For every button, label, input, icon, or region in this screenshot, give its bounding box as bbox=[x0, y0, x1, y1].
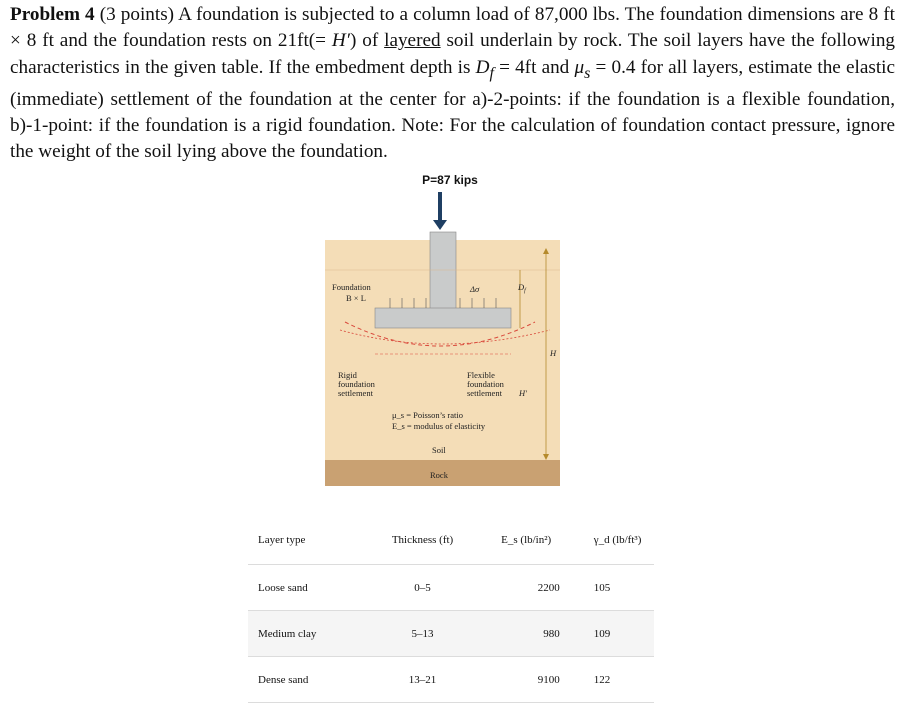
mu-subscript: s bbox=[584, 64, 591, 82]
problem-statement bbox=[10, 2, 895, 166]
cell-unit-weight: 105 bbox=[576, 565, 654, 611]
poisson-label: μ_s = Poisson’s ratio bbox=[392, 410, 463, 420]
cell-modulus: 2200 bbox=[477, 565, 576, 611]
cell-unit-weight: 109 bbox=[576, 611, 654, 657]
table-row bbox=[248, 565, 654, 611]
table-row bbox=[248, 611, 654, 657]
delta-sigma-label: Δσ bbox=[470, 284, 480, 294]
header-thickness: Thickness (ft) bbox=[368, 516, 476, 565]
cell-thickness: 5–13 bbox=[368, 611, 476, 657]
problem-text-3: soil underlain by rock. The soil layers have the following characteristics in the given table. If the embedment depth is bbox=[10, 30, 896, 78]
foundation-label: Foundation bbox=[332, 282, 371, 292]
df-label: $D_f$ bbox=[518, 282, 526, 294]
flex-label-1: Flexible bbox=[467, 370, 495, 380]
cell-layer: Dense sand bbox=[248, 657, 368, 703]
footing bbox=[375, 308, 511, 328]
modulus-label: E_s = modulus of elasticity bbox=[392, 421, 486, 431]
df-symbol: D bbox=[475, 56, 490, 78]
layered-word: layered bbox=[384, 30, 441, 52]
flex-label-3: settlement bbox=[467, 388, 502, 398]
cell-modulus: 9100 bbox=[477, 657, 576, 703]
problem-text-2: ) of bbox=[349, 30, 385, 52]
problem-text-1: A foundation is subjected to a column load of 87,000 lbs. The foundation dimensions are 8 ft × 8 ft and the foundation rests on 21ft(= bbox=[10, 4, 895, 52]
cell-unit-weight: 122 bbox=[576, 657, 654, 703]
cell-layer: Medium clay bbox=[248, 611, 368, 657]
cell-thickness: 13–21 bbox=[368, 657, 476, 703]
h-prime-label: H′ bbox=[519, 388, 527, 398]
problem-points: (3 points) bbox=[99, 4, 175, 25]
h-label: H bbox=[550, 348, 557, 358]
load-arrow-head bbox=[433, 220, 447, 230]
header-unit-weight: γ_d (lb/ft³) bbox=[576, 516, 654, 565]
foundation-dims-label: B × L bbox=[346, 293, 366, 303]
flex-label-2: foundation bbox=[467, 379, 504, 389]
rock-label: Rock bbox=[430, 470, 448, 480]
cell-layer: Loose sand bbox=[248, 565, 368, 611]
problem-label: Problem 4 bbox=[10, 4, 95, 25]
problem-text-4: = 4ft and bbox=[493, 56, 575, 78]
df-subscript: f bbox=[489, 64, 494, 82]
header-layer-type: Layer type bbox=[248, 516, 368, 565]
mu-symbol: μ bbox=[574, 56, 585, 78]
soil-label: Soil bbox=[432, 445, 446, 455]
problem-text-5: = 0.4 for all layers, estimate the elastic (immediate) settlement of the foundation at the center for a)-2-points: if the foundation is a flexible foundation, b)-1-point: if the foundation is a rigid foundation. Note: For the calculation of foundation contact pressure, ignore the weight of the soil lying above the foundation. bbox=[10, 56, 896, 163]
rigid-label-2: foundation bbox=[338, 379, 375, 389]
h-prime-symbol: H′ bbox=[331, 30, 350, 52]
table-row bbox=[248, 657, 654, 703]
column bbox=[430, 232, 456, 310]
load-label: P=87 kips bbox=[422, 173, 478, 187]
foundation-diagram bbox=[300, 170, 600, 490]
cell-thickness: 0–5 bbox=[368, 565, 476, 611]
rigid-label-1: Rigid bbox=[338, 370, 357, 380]
header-modulus: E_s (lb/in²) bbox=[477, 516, 576, 565]
table-header-row bbox=[248, 516, 654, 565]
rigid-label-3: settlement bbox=[338, 388, 373, 398]
cell-modulus: 980 bbox=[477, 611, 576, 657]
foundation-figure bbox=[300, 170, 600, 490]
soil-layer-table bbox=[248, 516, 654, 703]
